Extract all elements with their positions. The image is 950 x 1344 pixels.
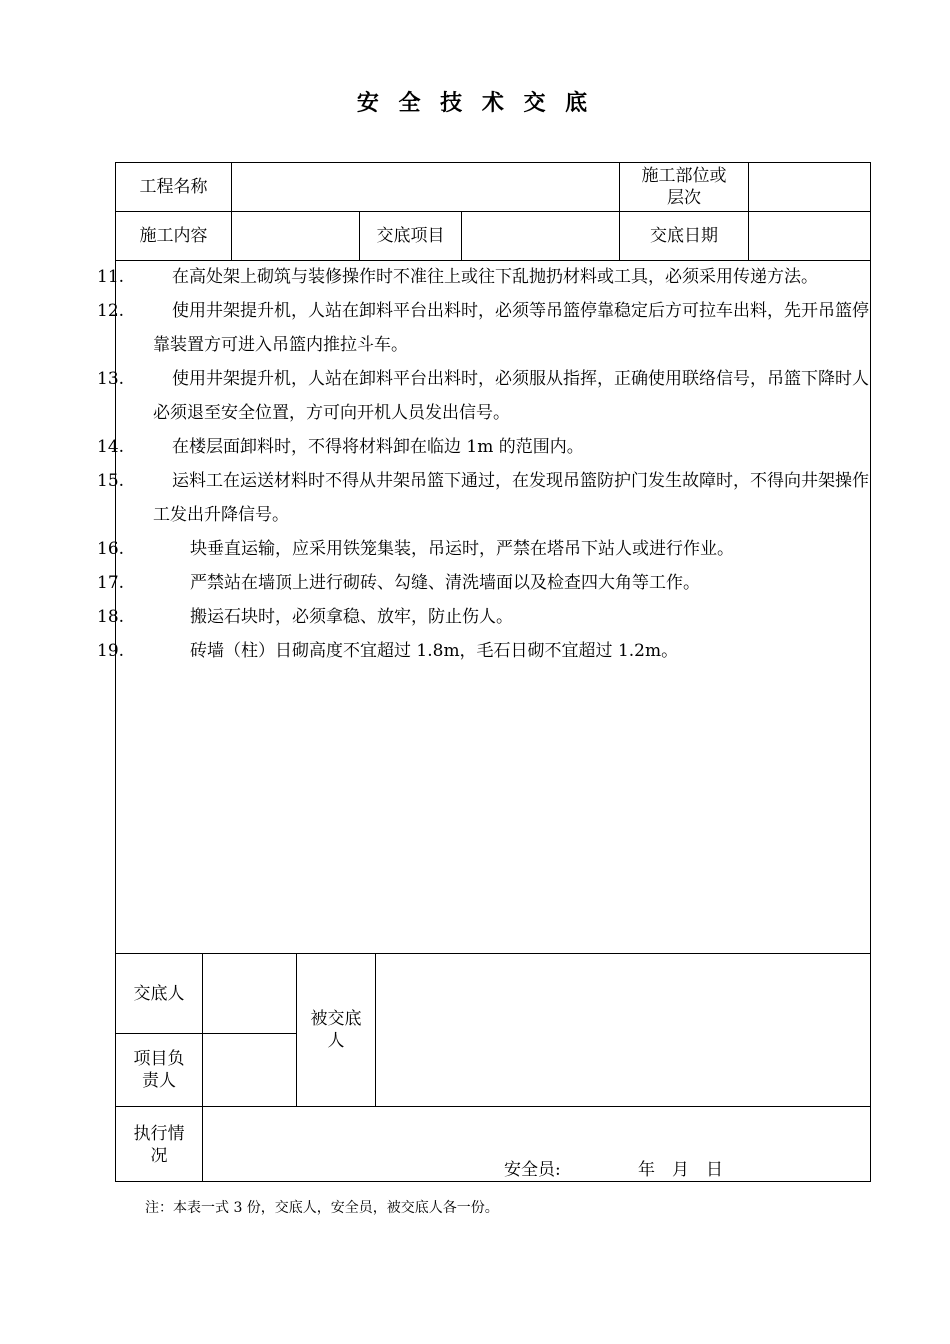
item-number: 17.: [97, 573, 125, 593]
list-item: [97, 260, 870, 294]
list-item: [97, 430, 870, 464]
list-item: [97, 566, 870, 600]
item-text: 砖墙（柱）日砌高度不宜超过 1.8m，毛石日砌不宜超过 1.2m。: [190, 641, 679, 661]
briefer-field[interactable]: [203, 954, 296, 1033]
col-divider: [296, 953, 297, 1106]
safety-items-list: [97, 262, 870, 668]
project-name-label: 工程名称: [139, 177, 208, 197]
item-number: 11.: [97, 267, 125, 287]
pm-field[interactable]: [203, 1034, 296, 1106]
safety-officer-label: 安全员:: [504, 1160, 561, 1180]
project-name-field[interactable]: [232, 163, 619, 211]
page-title: 安 全 技 术 交 底: [356, 91, 594, 116]
recipient-label: 被交底人: [310, 1009, 362, 1051]
list-item: [97, 600, 870, 634]
list-item: [97, 362, 870, 430]
item-text: 块垂直运输，应采用铁笼集装，吊运时，严禁在塔吊下站人或进行作业。: [190, 539, 734, 559]
item-text: 使用井架提升机，人站在卸料平台出料时，必须等吊篮停靠稳定后方可拉车出料，先开吊篮停靠装置方可进入吊篮内推拉斗车。: [153, 301, 869, 355]
item-number: 14.: [97, 437, 125, 457]
item-text: 在高处架上砌筑与装修操作时不准往上或往下乱抛扔材料或工具，必须采用传递方法。: [172, 267, 818, 287]
content-field[interactable]: [232, 212, 359, 260]
item-text: 在楼层面卸料时，不得将材料卸在临边 1m 的范围内。: [172, 437, 584, 457]
list-item: [97, 532, 870, 566]
item-number: 13.: [97, 369, 125, 389]
item-text: 运料工在运送材料时不得从井架吊篮下通过，在发现吊篮防护门发生故障时，不得向井架操作工发出升降信号。: [153, 471, 869, 525]
footnote: 注：本表一式 3 份，交底人，安全员，被交底人各一份。: [145, 1200, 499, 1216]
recipient-field[interactable]: [376, 954, 870, 1106]
date-label: 交底日期: [650, 226, 718, 246]
item-text: 严禁站在墙顶上进行砌砖、勾缝、清洗墙面以及检查四大角等工作。: [190, 573, 700, 593]
date-field[interactable]: [749, 212, 870, 260]
item-number: 15.: [97, 471, 125, 491]
location-label: 施工部位或层次: [641, 166, 727, 208]
row-divider: [115, 1106, 871, 1107]
pm-label: 项目负责人: [133, 1049, 185, 1091]
item-label: 交底项目: [376, 226, 445, 246]
item-text: 搬运石块时，必须拿稳、放牢，防止伤人。: [190, 607, 513, 627]
briefer-label: 交底人: [133, 983, 185, 1004]
item-text: 使用井架提升机，人站在卸料平台出料时，必须服从指挥，正确使用联络信号，吊篮下降时人必须退至安全位置，方可向开机人员发出信号。: [153, 369, 869, 423]
item-number: 18.: [97, 607, 125, 627]
sign-date: 年 月 日: [638, 1160, 723, 1180]
item-number: 19.: [97, 641, 125, 661]
execution-label: 执行情况: [133, 1123, 185, 1166]
item-number: 16.: [97, 539, 125, 559]
content-label: 施工内容: [139, 226, 208, 246]
location-field[interactable]: [749, 163, 870, 211]
item-number: 12.: [97, 301, 125, 321]
list-item: [97, 634, 870, 668]
item-field[interactable]: [462, 212, 619, 260]
list-item: [97, 294, 870, 362]
list-item: [97, 464, 870, 532]
